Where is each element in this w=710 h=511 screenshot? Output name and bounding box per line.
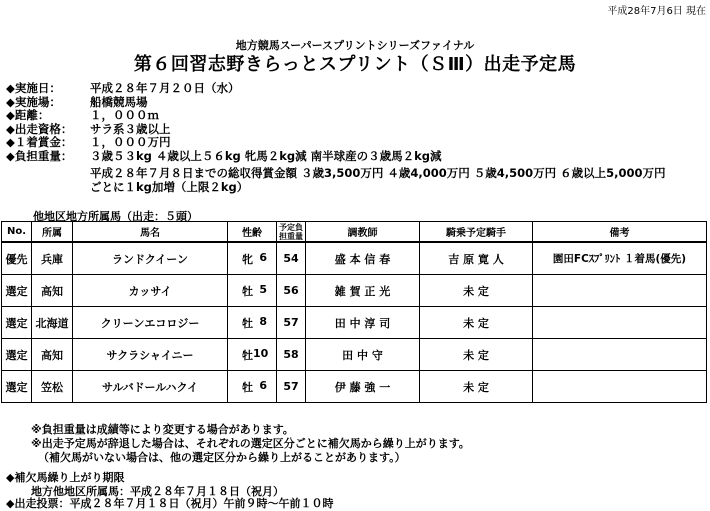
table-row: [2, 339, 707, 371]
info-value: サラ系３歳以上: [90, 121, 171, 136]
info-value: 船橋競馬場: [90, 94, 148, 109]
table-row: [2, 307, 707, 339]
cell-no: 選定: [2, 275, 32, 307]
cell-sex: 牝: [242, 252, 253, 266]
header-weight-top: 予定負: [279, 222, 303, 232]
cell-sex: 牡: [242, 316, 253, 330]
cell-trainer: 雑 賀 正 光: [306, 275, 420, 307]
cell-sexage: [228, 307, 277, 339]
info-label: ◆実施日：: [6, 81, 61, 95]
cell-jockey: 未 定: [420, 339, 533, 371]
cell-affiliation: 高知: [32, 275, 73, 307]
note-line: ※負担重量は成績等により変更する場合があります。: [31, 423, 294, 436]
header-trainer: 調教師: [306, 222, 420, 243]
table-row: [2, 242, 707, 275]
info-row-date: [0, 82, 700, 96]
race-info-block: [0, 82, 710, 167]
cell-sex: 牡: [242, 348, 253, 362]
as-of-date: 平成28年7月6日 現在: [607, 6, 706, 17]
footer-vote: ◆出走投票：平成２８年７月１８日（祝月）午前９時～午前１０時: [6, 497, 334, 510]
cell-weight: 57: [277, 371, 306, 403]
cell-trainer: 伊 藤 強 一: [306, 371, 420, 403]
info-label: ◆１着賞金：: [6, 135, 73, 149]
header-no: No.: [2, 222, 32, 243]
info-value: １，０００ｍ: [90, 108, 159, 122]
page-title: 第６回習志野きらっとスプリント（ＳⅢ）出走予定馬: [133, 54, 577, 75]
cell-affiliation: 高知: [32, 339, 73, 371]
cell-horse: クリーンエコロジー: [73, 307, 228, 339]
cell-jockey: 未 定: [420, 307, 533, 339]
cell-no: 選定: [2, 339, 32, 371]
header-sexage: 性齢: [228, 222, 277, 243]
header-affiliation: 所属: [32, 222, 73, 243]
info-row-weight: [0, 150, 700, 164]
header-horse: 馬名: [73, 222, 228, 243]
info-label: ◆実施場：: [6, 94, 61, 109]
cell-remarks: 園田FCｽﾌﾟﾘﾝﾄ １着馬(優先): [533, 242, 707, 275]
cell-jockey: 吉 原 寛 人: [420, 242, 533, 275]
header-remarks: 備考: [533, 222, 707, 243]
cell-weight: 54: [277, 242, 306, 275]
cell-remarks: [533, 307, 707, 339]
header-jockey: 騎乗予定騎手: [420, 222, 533, 243]
header-weight-bottom: 担重量: [279, 231, 303, 241]
cell-remarks: [533, 339, 707, 371]
cell-horse: ランドクイーン: [73, 242, 228, 275]
cell-trainer: 田 中 守: [306, 339, 420, 371]
cell-horse: サルバドールハクイ: [73, 371, 228, 403]
cell-affiliation: 笠松: [32, 371, 73, 403]
cell-sexage: [228, 339, 277, 371]
cell-horse: サクラシャイニー: [73, 339, 228, 371]
note-line: ※出走予定馬が辞退した場合は、それぞれの選定区分ごとに補欠馬から繰り上がります。: [31, 437, 470, 450]
cell-age: 8: [259, 314, 267, 328]
cell-sexage: [228, 275, 277, 307]
cell-age: 10: [253, 346, 269, 360]
cell-sexage: [228, 242, 277, 275]
table-row: [2, 371, 707, 403]
weight-extra-line: ごとに１kg加増（上限２kg）: [90, 180, 249, 194]
cell-sex: 牡: [242, 284, 253, 298]
cell-jockey: 未 定: [420, 371, 533, 403]
cell-affiliation: 兵庫: [32, 242, 73, 275]
weight-extra-line: 平成２８年７月８日までの総収得賞金額 ３歳3,500万円 ４歳4,000万円 ５歳4,500万円 ６歳以上5,000万円: [90, 166, 666, 180]
info-value: １，０００万円: [90, 135, 171, 149]
cell-weight: 57: [277, 307, 306, 339]
cell-no: 選定: [2, 371, 32, 403]
footer-deadline: 地方他地区所属馬：平成２８年７月１８日（祝月）: [31, 485, 284, 498]
table-header-row: [2, 222, 707, 243]
cell-trainer: 田 中 淳 司: [306, 307, 420, 339]
series-subtitle: 地方競馬スーパースプリントシリーズファイナル: [235, 39, 475, 52]
info-value: 平成２８年７月２０日（水）: [90, 81, 240, 95]
cell-weight: 56: [277, 275, 306, 307]
cell-sex: 牡: [242, 380, 253, 394]
cell-no: 選定: [2, 307, 32, 339]
section-title: 他地区地方所属馬（出走：５頭）: [33, 210, 198, 223]
note-line: （補欠馬がいない場合は、他の選定区分から繰り上がることがあります。）: [38, 451, 406, 464]
cell-weight: 58: [277, 339, 306, 371]
cell-age: 6: [259, 250, 267, 264]
info-row-distance: [0, 109, 700, 123]
cell-age: 5: [259, 282, 267, 296]
header-weight: [277, 222, 306, 243]
cell-horse: カッサイ: [73, 275, 228, 307]
info-label: ◆負担重量：: [6, 148, 73, 163]
info-value: ３歳５３kg ４歳以上５６kg 牝馬２kg減 南半球産の３歳馬２kg減: [90, 148, 442, 163]
cell-remarks: [533, 371, 707, 403]
cell-affiliation: 北海道: [32, 307, 73, 339]
entries-table: [1, 221, 707, 403]
cell-no: 優先: [2, 242, 32, 275]
footer-heading: ◆補欠馬繰り上がり期限: [6, 471, 125, 484]
cell-trainer: 盛 本 信 春: [306, 242, 420, 275]
info-label: ◆出走資格：: [6, 121, 73, 136]
info-label: ◆距離：: [6, 108, 50, 122]
cell-sexage: [228, 371, 277, 403]
info-row-prize: [0, 136, 700, 150]
cell-jockey: 未 定: [420, 275, 533, 307]
cell-age: 6: [259, 378, 267, 392]
cell-remarks: [533, 275, 707, 307]
table-row: [2, 275, 707, 307]
